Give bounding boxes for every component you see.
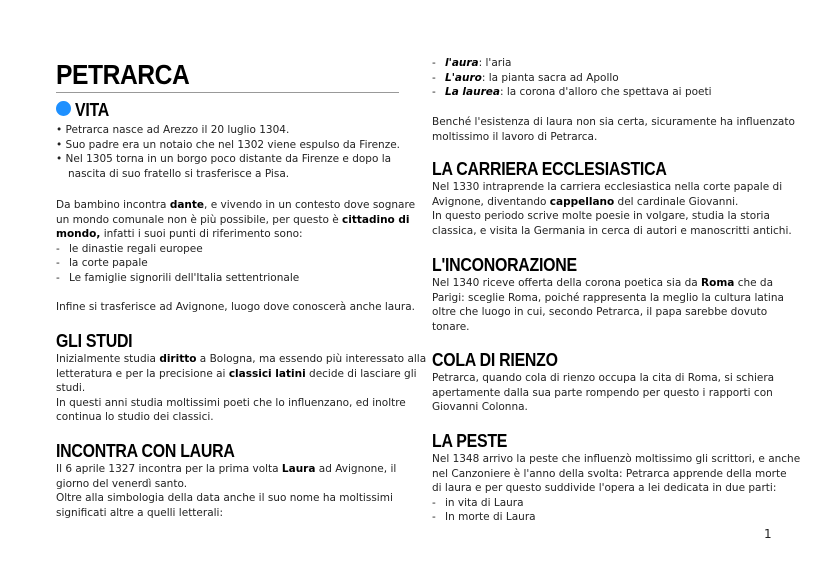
list-item: • Petrarca nasce ad Arezzo il 20 luglio 1304. <box>56 124 290 136</box>
page-number: 1 <box>764 527 772 541</box>
list-item-continuation: nascita di suo fratello si trasferisce a Pisa. <box>68 167 290 180</box>
title-divider <box>56 92 399 93</box>
section-heading-vita: VITA <box>75 99 110 120</box>
vita-bullets <box>56 123 400 181</box>
list-item: - le dinastie regali europee <box>56 242 203 255</box>
section-heading-studi: GLI STUDI <box>56 330 133 351</box>
page-title: PETRARCA <box>56 59 190 90</box>
list-item: - L'auro: la pianta sacra ad Apollo <box>432 71 619 84</box>
section-heading-laura: INCONTRA CON LAURA <box>56 440 235 461</box>
list-item: - La laurea: la corona d'alloro che spettava ai poeti <box>432 86 712 98</box>
list-item: • Suo padre era un notaio che nel 1302 viene espulso da Firenze. <box>56 138 401 151</box>
studi-paragraph: Inizialmente studia diritto a Bologna, ma essendo più interessato alla letteratura e per la precisione ai classici latini decide di lasciare gli studi. In questi anni studia moltissimi poeti che lo influenzano, ed inoltre continua lo studio dei classici. <box>56 353 427 423</box>
list-item: - in vita di Laura <box>432 496 524 509</box>
section-heading-peste: LA PESTE <box>432 430 508 451</box>
carriera-paragraph: Nel 1330 intraprende la carriera ecclesiastica nella corte papale di Avignone, diventando cappellano del cardinale Giovanni. In questo periodo scrive molte poesie in volgare, studia la storia classica, e visita la Germania in cerca di autori e manoscritti antichi. <box>432 181 792 237</box>
list-item: - Le famiglie signorili dell'Italia settentrionale <box>56 271 300 284</box>
list-item: - l'aura: l'aria <box>432 57 512 69</box>
cola-paragraph: Petrarca, quando cola di rienzo occupa la cita di Roma, si schiera apertamente dalla sua parte rompendo per questo i rapporti con Giovanni Colonna. <box>432 372 775 413</box>
vita-paragraph-2: Infine si trasferisce ad Avignone, luogo dove conoscerà anche laura. <box>56 301 415 313</box>
section-heading-cola: COLA DI RIENZO <box>432 349 558 370</box>
list-item: - In morte di Laura <box>432 511 536 523</box>
list-item: - la corte papale <box>56 257 148 269</box>
laura-paragraph: Il 6 aprile 1327 incontra per la prima volta Laura ad Avignone, il giorno del venerdì santo. Oltre alla simbologia della data anche il suo nome ha moltissimi significati altre a quelli letterali: <box>56 463 397 519</box>
vita-paragraph: Da bambino incontra dante, e vivendo in un contesto dove sognare un mondo comunale non è più possibile, per questo è cittadino di mondo, infatti i suoi punti di riferimento sono: - le dinastie regali europee - la corte papale - Le famiglie signorili dell'Italia settentrionale <box>56 199 416 284</box>
peste-paragraph: Nel 1348 arrivo la peste che influenzò moltissimo gli scrittori, e anche nel Canzoniere è l'anno della svolta: Petrarca apprende della morte di laura e per questo suddivide l'opera a lei dedicata in due parti: - in vita di Laura - In morte di Laura <box>432 453 801 523</box>
bullet-dot-icon <box>56 101 71 116</box>
section-heading-carriera: LA CARRIERA ECCLESIASTICA <box>432 158 667 179</box>
laura-note: Benché l'esistenza di laura non sia certa, sicuramente ha influenzato moltissimo il lavoro di Petrarca. <box>432 116 795 143</box>
section-heading-incoronazione: L'INCONORAZIONE <box>432 254 577 275</box>
laura-terms <box>432 56 712 100</box>
incoronazione-paragraph: Nel 1340 riceve offerta della corona poetica sia da Roma che da Parigi: sceglie Roma, poiché rappresenta la meglio la cultura latina oltre che luogo in cui, secondo Petrarca, il papa sarebbe dovuto tonare. <box>432 277 784 333</box>
list-item: • Nel 1305 torna in un borgo poco distante da Firenze e dopo la <box>56 153 392 165</box>
